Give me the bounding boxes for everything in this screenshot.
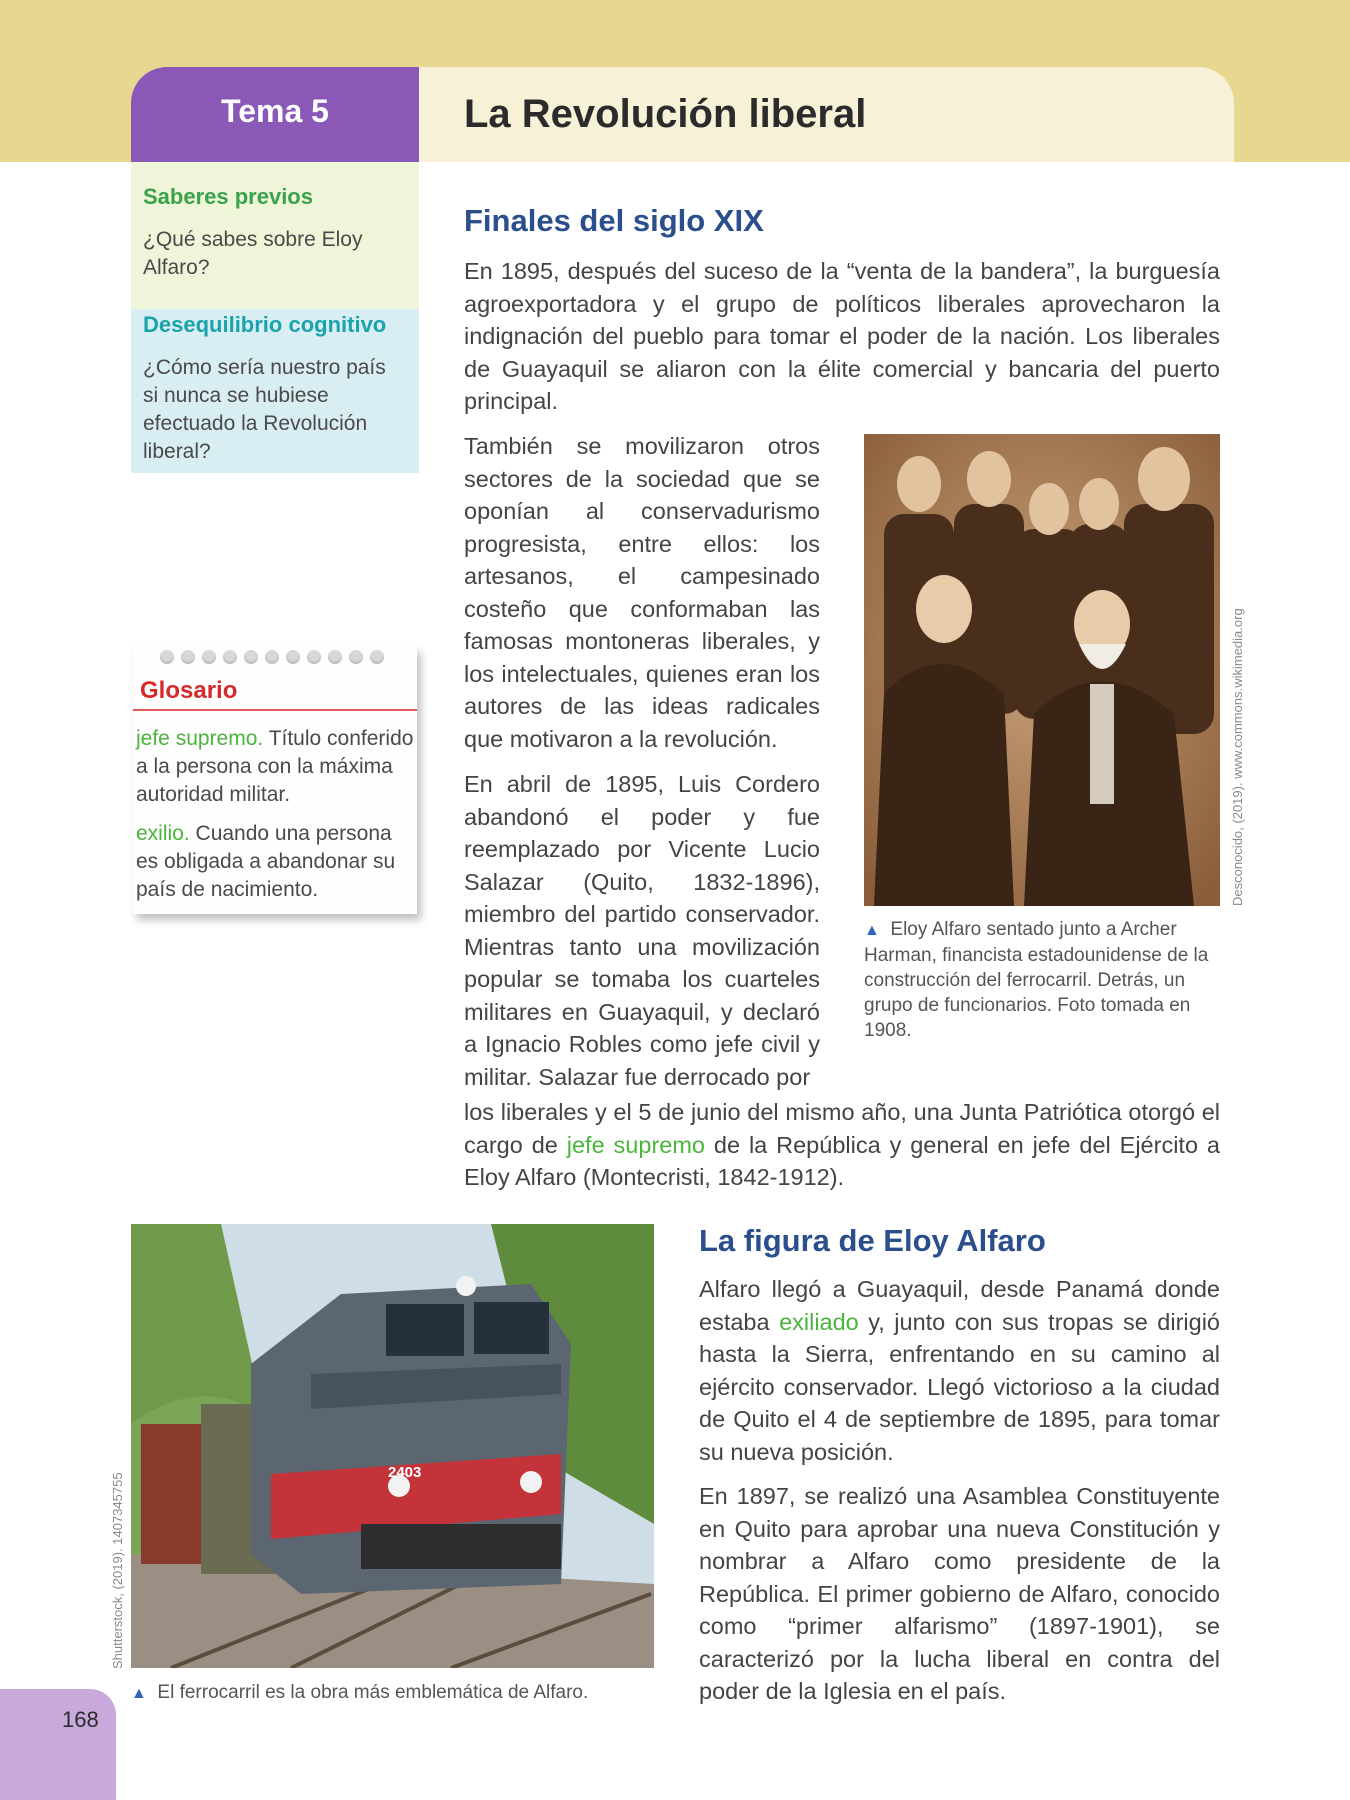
paragraph: los liberales y el 5 de junio del mismo año, una Junta Patriótica otorgó el cargo de jefe supremo de la República y general en jefe del Ejército a Eloy Alfaro (Montecristi, 1842-1912).: [464, 1099, 1220, 1190]
section-heading: La figura de Eloy Alfaro: [699, 1223, 1046, 1258]
saberes-text: ¿Qué sabes sobre Eloy Alfaro?: [143, 228, 363, 279]
desequilibrio-title: Desequilibrio cognitivo: [143, 312, 387, 337]
glossary-entry: [136, 820, 416, 904]
glossary-term: jefe supremo.: [136, 727, 264, 750]
notebook-rings: [160, 650, 410, 668]
page-number-tab: [0, 1689, 116, 1800]
paragraph: En abril de 1895, Luis Cordero abandonó el poder y fue reemplazado por Vicente Lucio Salazar (Quito, 1832-1896), miembro del partido conservador. Mientras tanto una movilización popular se tomaba los cuarteles militares en Guayaquil, y declaró a Ignacio Robles como jefe civil y militar. Salazar fue derrocado por: [464, 771, 820, 1090]
paragraph: En 1897, se realizó una Asamblea Constituyente en Quito para aprobar una nueva Constitución y nombrar a Alfaro como presidente de la República. El primer gobierno de Alfaro, conocido como “primer alfarismo” (1897-1901), se caracterizó por la lucha liberal en contra del poder de la Iglesia en el país.: [699, 1483, 1220, 1704]
photo-credit: Shutterstock, (2019). 1407345755: [110, 1472, 125, 1669]
glossary-link: jefe supremo: [566, 1131, 705, 1158]
glossary-definition: Título conferido a la persona con la máxima autoridad militar.: [136, 727, 414, 806]
locomotive-number: 2403: [388, 1464, 422, 1481]
paragraph: Alfaro llegó a Guayaquil, desde Panamá donde estaba exiliado y, junto con sus tropas se dirigió hasta la Sierra, enfrentando en su camino al ejército conservador. Llegó victorioso a la ciudad de Quito el 4 de septiembre de 1895, para tomar su nueva posición.: [699, 1276, 1220, 1465]
glossary-term: exilio.: [136, 822, 190, 845]
glossary-definition: Cuando una persona es obligada a abandonar su país de nacimiento.: [136, 822, 396, 901]
caption-triangle-icon: ▲: [864, 922, 880, 939]
paragraph: También se movilizaron otros sectores de la sociedad que se oponían al conservadurismo progresista, entre ellos: los artesanos, el campesinado costeño que conformaban las famosas montoneras liberales, y los intelectuales, quienes eran los autores de las ideas radicales que motivaron a la revolución.: [464, 433, 820, 752]
tema-label: Tema 5: [221, 93, 329, 129]
desequilibrio-box: [131, 309, 419, 473]
caption-triangle-icon: ▲: [131, 1685, 147, 1702]
photo-credit: Desconocido, (2019). www.commons.wikimedia.org: [1230, 608, 1245, 906]
photo-caption: ▲ Eloy Alfaro sentado junto a Archer Harman, financista estadounidense de la construcción del ferrocarril. Detrás, un grupo de funcionarios. Foto tomada en 1908.: [864, 919, 1209, 1041]
glossary-link: exiliado: [779, 1308, 859, 1335]
desequilibrio-text: ¿Cómo sería nuestro país si nunca se hubiese efectuado la Revolución liberal?: [143, 356, 386, 463]
paragraph: En 1895, después del suceso de la “venta de la bandera”, la burguesía agroexportadora y el grupo de políticos liberales aprovecharon la indignación del pueblo para tomar el poder de la nación. Los liberales de Guayaquil se aliaron con la élite comercial y bancaria del puerto principal.: [464, 258, 1220, 414]
glossary-divider: [133, 709, 417, 711]
page-title: La Revolución liberal: [464, 92, 867, 136]
photo-caption: ▲ El ferrocarril es la obra más emblemática de Alfaro.: [131, 1682, 589, 1703]
glossary-title: Glosario: [140, 677, 238, 704]
train-photo: [131, 1224, 654, 1668]
page-number: 168: [62, 1707, 99, 1732]
section-heading: Finales del siglo XIX: [464, 203, 764, 238]
historical-photo: [864, 434, 1220, 906]
glossary-entry: [136, 725, 416, 809]
saberes-previos-box: [131, 162, 419, 309]
saberes-title: Saberes previos: [143, 184, 313, 209]
